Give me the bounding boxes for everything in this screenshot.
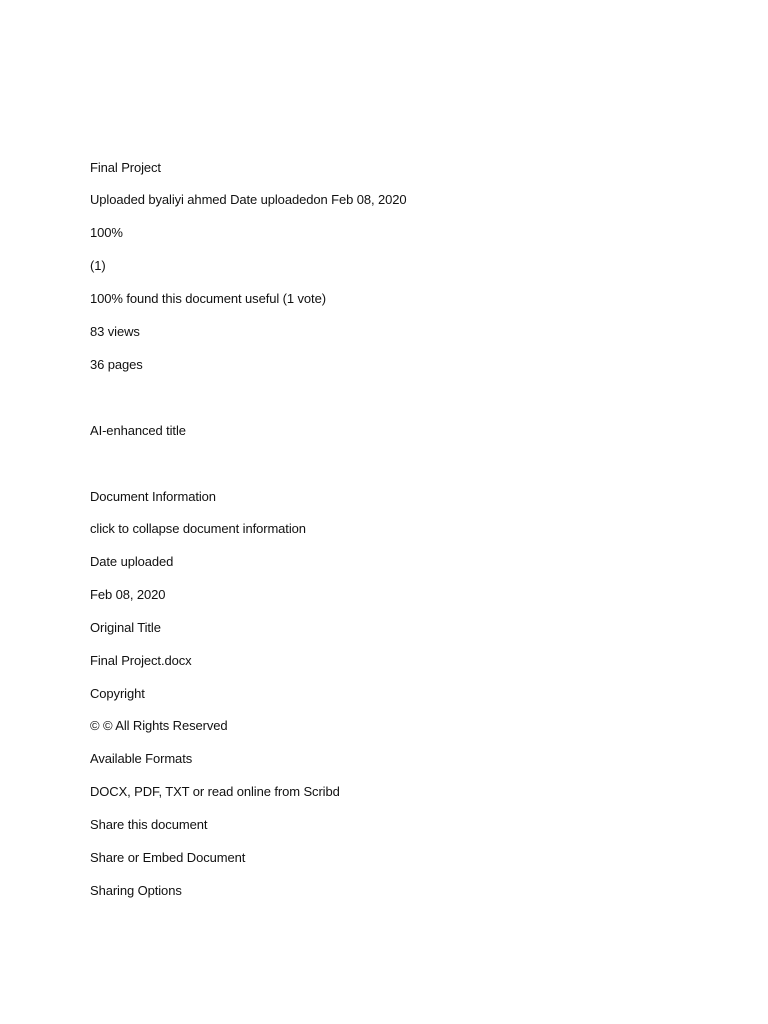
share-document-link[interactable]: Share this document (90, 817, 208, 832)
document-title: Final Project (90, 160, 161, 175)
collapse-info-toggle[interactable]: click to collapse document information (90, 521, 306, 536)
views-count: 83 views (90, 324, 140, 339)
original-title-value: Final Project.docx (90, 653, 192, 668)
useful-summary: 100% found this document useful (1 vote) (90, 291, 326, 306)
available-formats-value: DOCX, PDF, TXT or read online from Scribd (90, 784, 340, 799)
share-embed-link[interactable]: Share or Embed Document (90, 850, 246, 865)
upload-info: Uploaded byaliyi ahmed Date uploadedon Feb 08, 2020 (90, 192, 407, 207)
date-uploaded-value: Feb 08, 2020 (90, 587, 166, 602)
copyright-value: © © All Rights Reserved (90, 718, 228, 733)
copyright-label: Copyright (90, 686, 145, 701)
sharing-options-link[interactable]: Sharing Options (90, 883, 182, 898)
pages-count: 36 pages (90, 357, 143, 372)
date-uploaded-label: Date uploaded (90, 554, 174, 569)
document-information-heading: Document Information (90, 489, 216, 504)
available-formats-label: Available Formats (90, 751, 193, 766)
ai-title-label: AI-enhanced title (90, 423, 186, 438)
rating-percent[interactable]: 100% (90, 225, 123, 240)
vote-count[interactable]: (1) (90, 258, 106, 273)
original-title-label: Original Title (90, 620, 161, 635)
